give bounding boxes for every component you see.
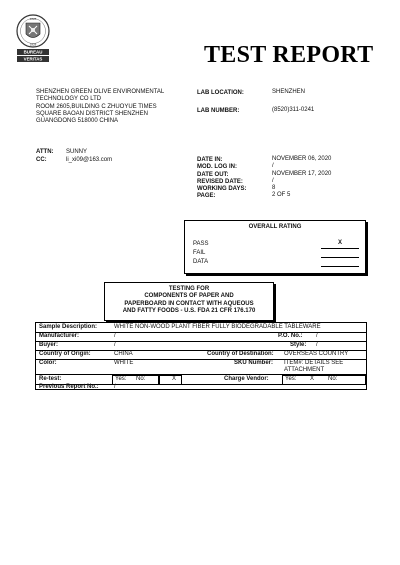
retest-no-label: No: [136, 376, 146, 382]
style-value: / [316, 342, 318, 348]
report-title: TEST REPORT [204, 42, 374, 68]
charge-yes-mark: X [310, 376, 315, 382]
lab-number-value: (8520)311-0241 [272, 107, 315, 113]
color-value: WHITE [114, 360, 134, 366]
testing-line: PAPERBOARD IN CONTACT WITH AQUEOUS [124, 300, 254, 307]
pass-mark: X [337, 240, 342, 246]
lab-location-value: SHENZHEN [272, 89, 306, 95]
address-line: GUANGDONG 518000 CHINA [36, 118, 119, 125]
svg-text:BUREAU: BUREAU [23, 49, 43, 55]
manufacturer-label: Manufacturer: [39, 333, 80, 339]
page-label: PAGE: [197, 193, 216, 200]
client-address [36, 89, 164, 125]
dates-values [272, 156, 331, 200]
mod-log-in-label: MOD. LOG IN: [197, 164, 237, 171]
style-label: Style: [290, 342, 307, 348]
sample-description-label: Sample Description: [39, 324, 98, 330]
retest-label: Re-test: [39, 376, 62, 382]
previous-report-label: Previous Report No.: [39, 384, 99, 390]
country-of-destination-value: OVERSEAS COUNTRY [284, 351, 349, 357]
logo-seal-icon [14, 14, 52, 64]
retest-yes-label: Yes: [115, 376, 127, 382]
sku-number-value: ATTACHMENT [284, 367, 325, 373]
revised-date-label: REVISED DATE: [197, 178, 243, 185]
dates-labels [197, 157, 246, 201]
bureau-veritas-logo [14, 14, 52, 64]
testing-line: AND FATTY FOODS - U.S. FDA 21 CFR 176.170 [122, 308, 256, 315]
rating-data-row [193, 259, 358, 267]
sample-description-value: WHITE NON-WOOD PLANT FIBER FULLY BIODEGRADABLE TABLEWARE [114, 324, 321, 330]
date-in-label: DATE IN: [197, 157, 223, 163]
date-in-value: NOVEMBER 06, 2020 [272, 156, 332, 162]
rating-pass-row [193, 241, 358, 249]
country-of-destination-label: Country of Destination: [207, 351, 274, 357]
manufacturer-value: / [114, 333, 116, 339]
overall-rating-box [184, 220, 366, 274]
working-days-label: WORKING DAYS: [197, 186, 247, 193]
lab-number-label: LAB NUMBER: [197, 108, 240, 114]
country-of-origin-label: Country of Origin: [39, 351, 91, 357]
cc-value: li_xi09@163.com [66, 157, 113, 163]
svg-text:1828: 1828 [29, 17, 37, 22]
attn-value: SUNNY [66, 149, 88, 155]
fail-label: FAIL [193, 250, 206, 256]
address-line: TECHNOLOGY CO LTD [36, 96, 102, 103]
data-label: DATA [193, 259, 209, 265]
fail-line [321, 257, 359, 258]
sku-number-value: ITEM#: DETAILS SEE [284, 360, 344, 366]
pass-label: PASS [193, 241, 209, 247]
svg-text:VERITAS: VERITAS [23, 56, 43, 62]
sku-number-label: SKU Number: [234, 360, 274, 366]
address-line: SQUARE BAOAN DISTRICT SHENZHEN [36, 110, 148, 117]
sample-info-table [35, 322, 367, 390]
pass-line [321, 248, 359, 249]
buyer-label: Buyer: [39, 342, 59, 348]
testing-line: TESTING FOR [168, 286, 210, 292]
overall-rating-title: OVERALL RATING [248, 224, 302, 230]
previous-report-value: / [114, 384, 116, 390]
address-line: ROOM 2605,BUILDING C ZHUOYUE TIMES [36, 103, 157, 110]
country-of-origin-value: CHINA [114, 351, 133, 357]
revised-date-value: / [272, 177, 274, 184]
charge-yes-label: Yes: [285, 376, 297, 382]
charge-no-label: No: [328, 376, 338, 382]
rating-fail-row [193, 250, 358, 258]
retest-no-mark: X [172, 376, 177, 382]
buyer-value: / [114, 342, 116, 348]
testing-line: COMPONENTS OF PAPER AND [144, 293, 234, 300]
date-out-label: DATE OUT: [197, 171, 229, 178]
cc-label: CC: [36, 157, 47, 163]
date-out-value: NOVEMBER 17, 2020 [272, 170, 332, 177]
color-label: Color: [39, 360, 57, 366]
po-label: P.O. No.: [278, 333, 303, 339]
charge-vendor-label: Charge Vendor: [224, 376, 269, 382]
data-line [321, 266, 359, 267]
svg-text:1828: 1828 [29, 42, 37, 47]
lab-location-label: LAB LOCATION: [197, 90, 244, 96]
working-days-value: 8 [272, 185, 276, 192]
attn-label: ATTN: [36, 149, 54, 155]
address-line: SHENZHEN GREEN OLIVE ENVIRONMENTAL [36, 89, 165, 95]
page-value: 2 OF 5 [272, 192, 291, 199]
po-value: / [316, 333, 318, 339]
mod-log-in-value: / [272, 163, 274, 170]
testing-for-box [104, 282, 274, 321]
